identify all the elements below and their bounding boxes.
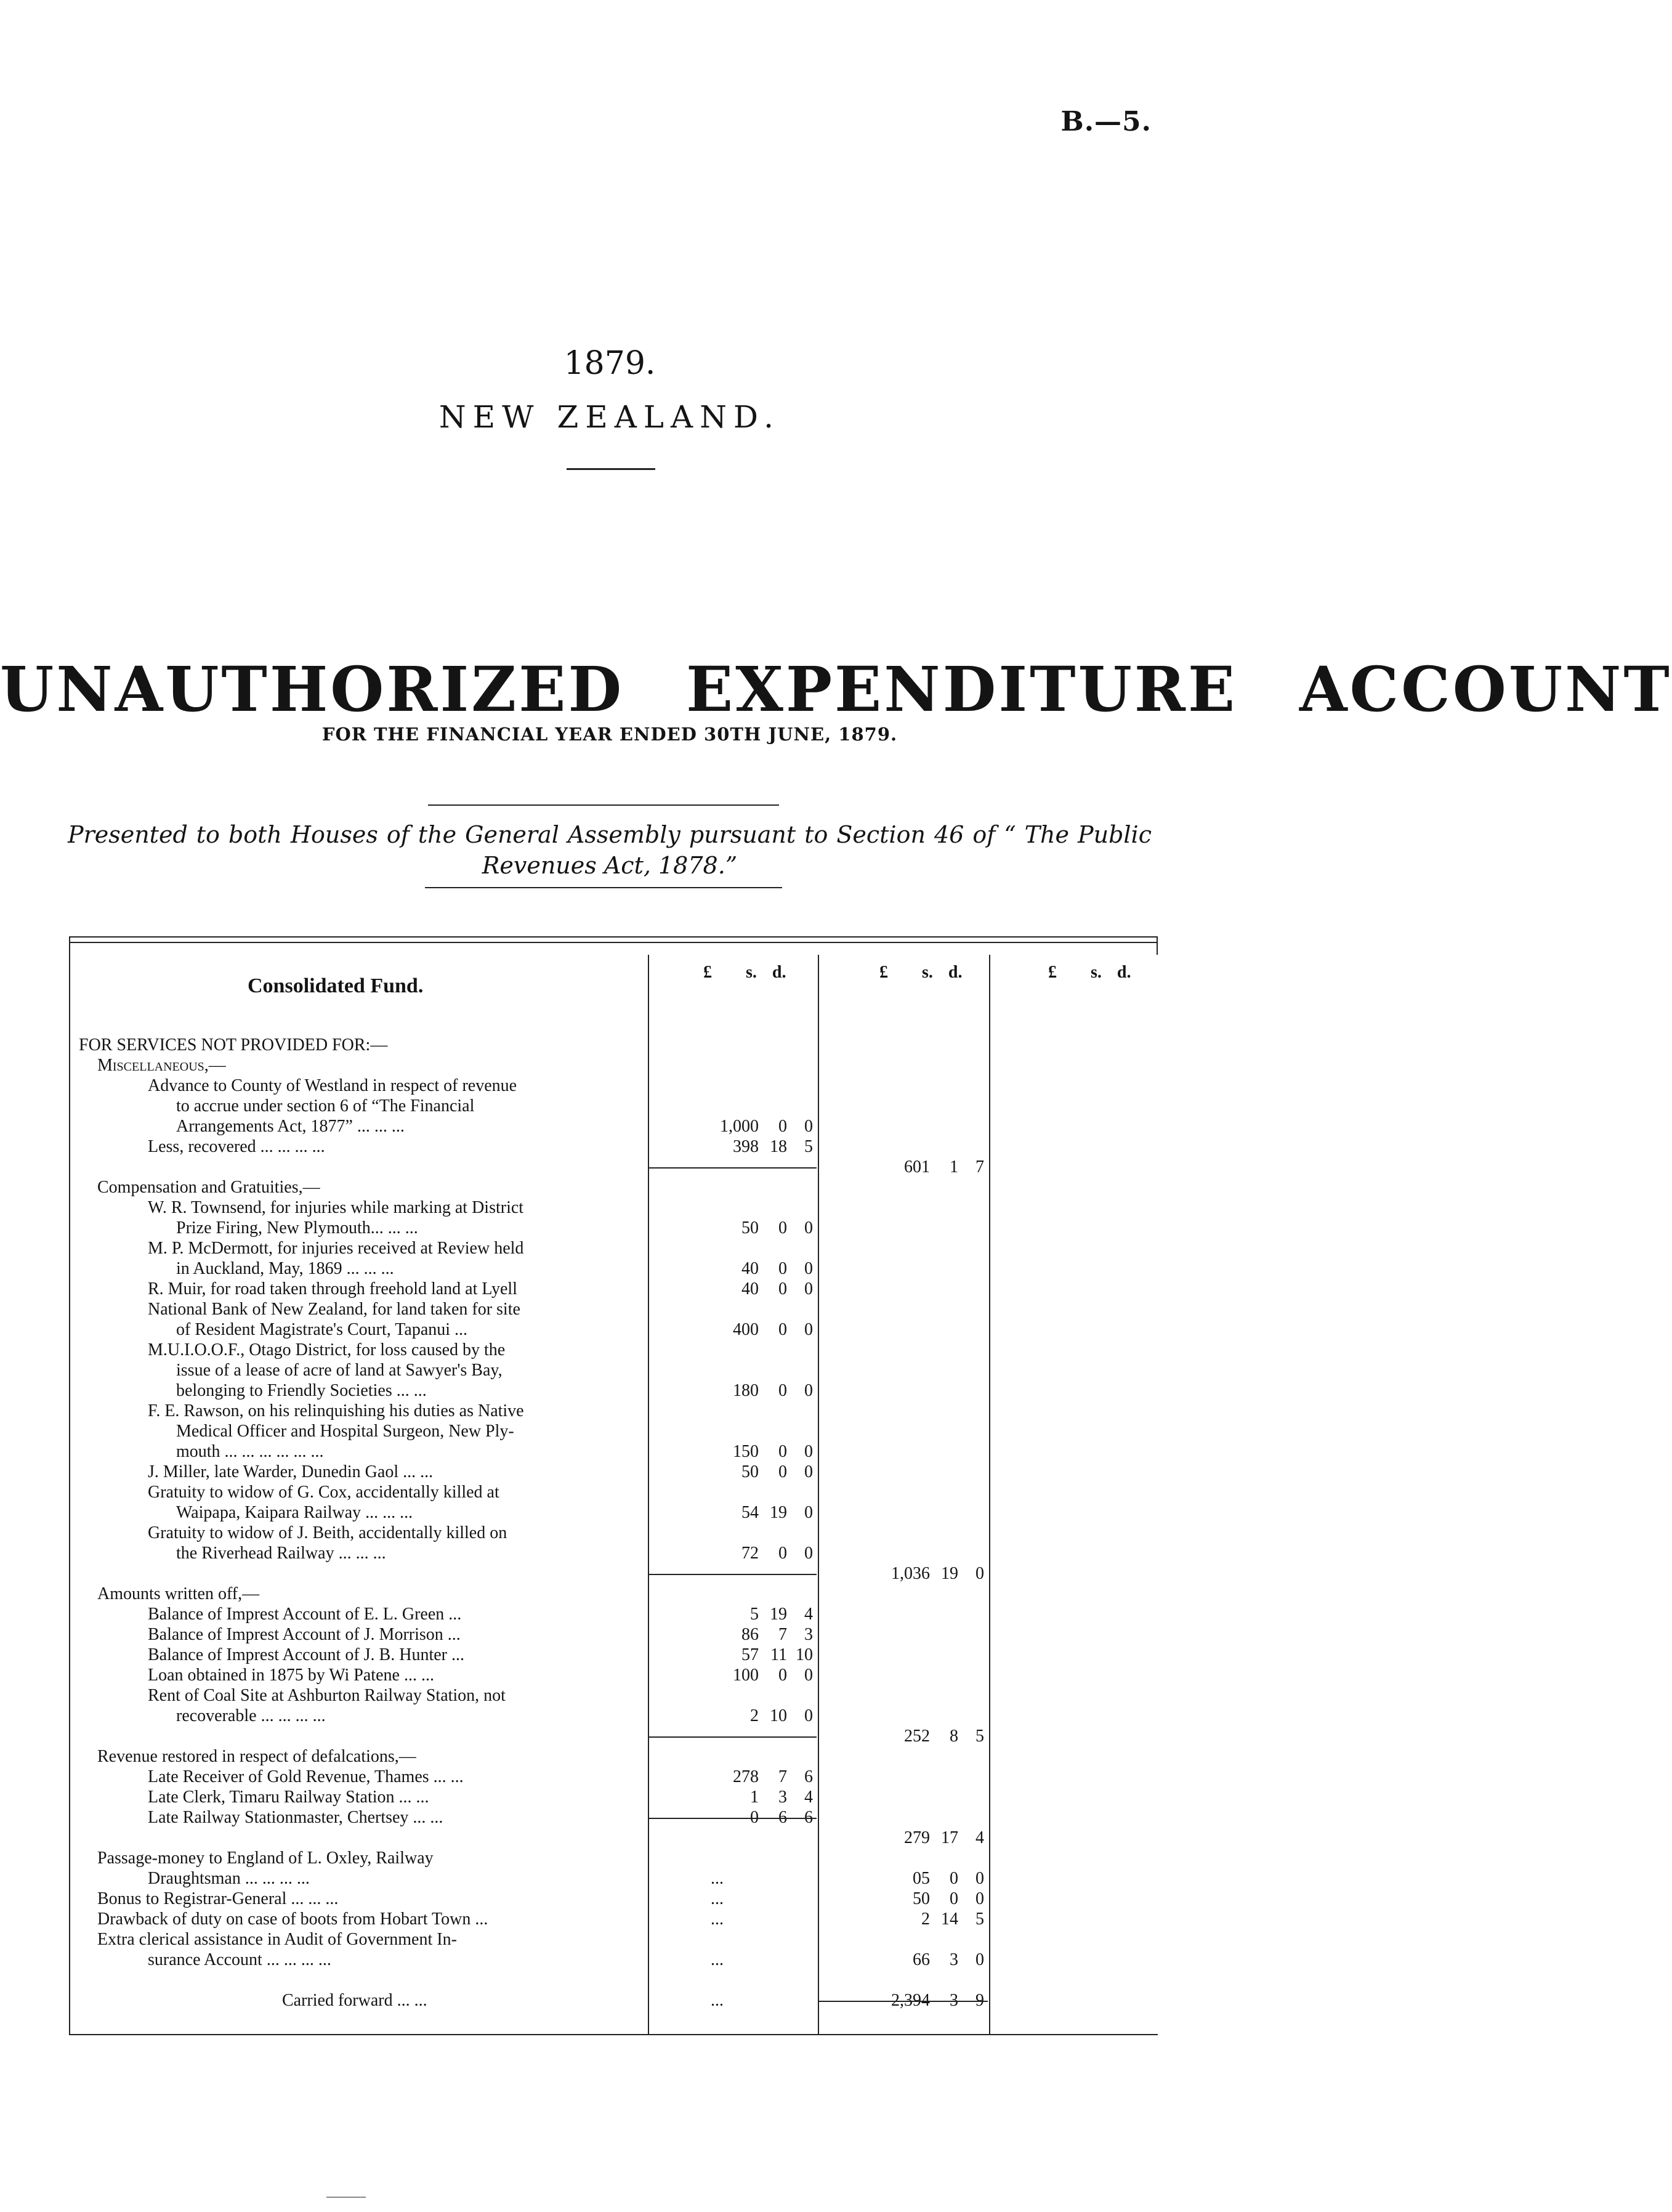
pounds-value: 398 (733, 1137, 759, 1156)
col2_amounts-amount (819, 1889, 988, 1909)
account-line: Extra clerical assistance in Audit of Government In- (97, 1930, 457, 1949)
pounds-value: 2,394 (891, 1991, 930, 2010)
pounds-value: 40 (741, 1279, 759, 1298)
pence-value: 0 (804, 1503, 813, 1522)
pounds-value: 180 (733, 1381, 759, 1400)
pounds-value: 50 (741, 1462, 759, 1481)
subtotal-rule (649, 1736, 817, 1738)
shillings-value: 0 (778, 1462, 787, 1481)
pence-value: 9 (975, 1991, 984, 2010)
presentation-note: Presented to both Houses of the General Assembly pursuant to Section 46 of “ The Public Revenues Act, 1878.” (68, 821, 1152, 879)
table-right-border (1157, 936, 1158, 955)
amount-dots: ... (711, 1950, 724, 1969)
document-title: UNAUTHORIZED EXPENDITURE ACCOUNT (0, 653, 1672, 726)
amount-dots: ... (711, 1910, 724, 1929)
presentation-divider (425, 887, 782, 888)
shillings-value: 11 (770, 1645, 787, 1664)
pounds-value: 2 (750, 1706, 759, 1725)
shillings-value: 8 (950, 1727, 958, 1746)
pounds-value: 50 (913, 1889, 930, 1908)
shillings-value: 1 (950, 1157, 958, 1177)
pounds-value: 1 (750, 1788, 759, 1807)
col2-pence-head: d. (948, 963, 963, 982)
account-line: Late Receiver of Gold Revenue, Thames ... ... (148, 1767, 464, 1786)
pence-value: 0 (804, 1442, 813, 1461)
col3-header (1048, 962, 1131, 982)
col2_amounts-amount (819, 1868, 988, 1889)
amount-dots: ... (711, 1991, 724, 2010)
shillings-value: 6 (778, 1808, 787, 1827)
pence-value: 0 (975, 1869, 984, 1888)
col1_amounts-amount (649, 1645, 817, 1665)
account-line: Revenue restored in respect of defalcations,— (97, 1747, 416, 1766)
col1_amounts-amount (649, 1136, 817, 1157)
table-top-rule (69, 936, 1158, 938)
pence-value: 3 (804, 1625, 813, 1644)
shillings-value: 14 (941, 1910, 958, 1929)
shillings-value: 0 (950, 1889, 958, 1908)
col1_amounts-amount (649, 1665, 817, 1685)
account-line: surance Account ... ... ... ... (148, 1950, 331, 1969)
account-table (69, 936, 1158, 2038)
pence-value: 5 (975, 1727, 984, 1746)
account-line: Rent of Coal Site at Ashburton Railway Station, not (148, 1686, 506, 1705)
shillings-value: 0 (778, 1666, 787, 1685)
col1_amounts-amount (649, 1950, 817, 1970)
pounds-value: 86 (741, 1625, 759, 1644)
account-line: Gratuity to widow of J. Beith, accidentally killed on (148, 1523, 507, 1542)
col1_amounts-amount (649, 1624, 817, 1645)
pounds-value: 1,000 (720, 1117, 759, 1136)
account-line: R. Muir, for road taken through freehold land at Lyell (148, 1279, 517, 1298)
subtotal-rule (649, 1167, 817, 1169)
page-foot-mark (326, 2197, 366, 2198)
col2-header (879, 962, 962, 982)
shillings-value: 7 (778, 1625, 787, 1644)
pence-value: 10 (796, 1645, 813, 1664)
col3-pound-sign: £ (1048, 963, 1057, 982)
col1_amounts-amount (649, 1258, 817, 1279)
account-line: Prize Firing, New Plymouth... ... ... (176, 1218, 418, 1238)
pence-value: 0 (975, 1889, 984, 1908)
col1-pence-head: d. (772, 963, 786, 982)
shillings-value: 19 (770, 1503, 787, 1522)
account-line: belonging to Friendly Societies ... ... (176, 1381, 427, 1400)
blank-line (79, 1157, 1168, 1177)
shillings-value: 18 (770, 1137, 787, 1156)
shillings-value: 0 (778, 1381, 787, 1400)
pounds-value: 100 (733, 1666, 759, 1685)
shillings-value: 3 (950, 1991, 958, 2010)
pounds-value: 601 (904, 1157, 930, 1177)
col2_amounts-amount (819, 1157, 988, 1177)
col1-pound-sign: £ (703, 963, 712, 982)
pounds-value: 278 (733, 1767, 759, 1786)
pounds-value: 1,036 (891, 1564, 930, 1583)
shillings-value: 0 (778, 1442, 787, 1461)
shillings-value: 0 (778, 1117, 787, 1136)
pounds-value: 5 (750, 1605, 759, 1624)
account-line: to accrue under section 6 of “The Financial (176, 1096, 475, 1116)
shillings-value: 0 (778, 1218, 787, 1238)
shillings-value: 0 (778, 1320, 787, 1339)
account-line: Amounts written off,— (97, 1584, 260, 1603)
account-line: mouth ... ... ... ... ... ... (176, 1442, 324, 1461)
account-line: Waipapa, Kaipara Railway ... ... ... (176, 1503, 413, 1522)
account-line: Loan obtained in 1875 by Wi Patene ... ... (148, 1666, 434, 1685)
shillings-value: 19 (941, 1564, 958, 1583)
col3-shillings-head: s. (1091, 963, 1102, 982)
shillings-value: 17 (941, 1828, 958, 1847)
table-header-rule (69, 942, 1158, 943)
blank-line (79, 1970, 1168, 1990)
col2_amounts-amount (819, 1828, 988, 1848)
col3-pence-head: d. (1117, 963, 1131, 982)
amount-dots: ... (711, 1889, 724, 1908)
col1_amounts-amount (649, 1767, 817, 1787)
account-line: in Auckland, May, 1869 ... ... ... (176, 1259, 394, 1278)
account-line: J. Miller, late Warder, Dunedin Gaol ... ... (148, 1462, 434, 1481)
pence-value: 6 (804, 1808, 813, 1827)
account-line: Medical Officer and Hospital Surgeon, New Ply- (176, 1422, 514, 1441)
account-line: Miscellaneous,— (97, 1056, 226, 1075)
shillings-value: 0 (778, 1279, 787, 1298)
shillings-value: 0 (778, 1544, 787, 1563)
shillings-value: 3 (778, 1788, 787, 1807)
fund-title: Consolidated Fund. (248, 974, 424, 997)
pence-value: 5 (975, 1910, 984, 1929)
pounds-value: 66 (913, 1950, 930, 1969)
account-line: Draughtsman ... ... ... ... (148, 1869, 310, 1888)
account-line: Balance of Imprest Account of J. B. Hunter ... (148, 1645, 464, 1664)
account-line: recoverable ... ... ... ... (176, 1706, 326, 1725)
shillings-value: 3 (950, 1950, 958, 1969)
pounds-value: 252 (904, 1727, 930, 1746)
pence-value: 4 (804, 1788, 813, 1807)
pounds-value: 400 (733, 1320, 759, 1339)
pounds-value: 50 (741, 1218, 759, 1238)
pounds-value: 05 (913, 1869, 930, 1888)
pounds-value: 0 (750, 1808, 759, 1827)
total-rule (819, 2001, 988, 2002)
col2_amounts-amount (819, 1726, 988, 1746)
amount-dots: ... (711, 1869, 724, 1888)
account-line: Balance of Imprest Account of J. Morrison ... (148, 1625, 461, 1644)
col1_amounts-amount (649, 1787, 817, 1807)
col1_amounts-amount (649, 1279, 817, 1299)
account-line: F. E. Rawson, on his relinquishing his duties as Native (148, 1401, 524, 1420)
col1_amounts-amount (649, 1319, 817, 1340)
col1_amounts-amount (649, 1116, 817, 1136)
pence-value: 0 (975, 1950, 984, 1969)
document-subtitle: FOR THE FINANCIAL YEAR ENDED 30TH JUNE, 1879. (321, 724, 898, 745)
pence-value: 0 (804, 1381, 813, 1400)
pounds-value: 54 (741, 1503, 759, 1522)
account-line: Carried forward ... ... (282, 1991, 427, 2010)
account-line: W. R. Townsend, for injuries while marking at District (148, 1198, 524, 1217)
col1-shillings-head: s. (746, 963, 757, 982)
col1_amounts-amount (649, 1909, 817, 1929)
pounds-value: 57 (741, 1645, 759, 1664)
pence-value: 0 (804, 1462, 813, 1481)
shillings-value: 19 (770, 1605, 787, 1624)
pounds-value: 72 (741, 1544, 759, 1563)
account-line: M.U.I.O.O.F., Otago District, for loss caused by the (148, 1340, 506, 1359)
pence-value: 0 (975, 1564, 984, 1583)
col1_amounts-amount (649, 1502, 817, 1523)
col1_amounts-amount (649, 1380, 817, 1401)
account-line: of Resident Magistrate's Court, Tapanui ... (176, 1320, 468, 1339)
pence-value: 0 (804, 1666, 813, 1685)
col1_amounts-amount (649, 1990, 817, 2011)
col2_amounts-amount (819, 1563, 988, 1584)
col1-header (703, 962, 786, 982)
account-line: Late Clerk, Timaru Railway Station ... ... (148, 1788, 429, 1807)
pounds-value: 150 (733, 1442, 759, 1461)
account-line: issue of a lease of acre of land at Sawyer's Bay, (176, 1361, 503, 1380)
account-line: Late Railway Stationmaster, Chertsey ... ... (148, 1808, 443, 1827)
page-identifier: B.—5. (1060, 106, 1152, 137)
shillings-value: 0 (950, 1869, 958, 1888)
country-heading: NEW ZEALAND. (438, 399, 781, 435)
account-line: Compensation and Gratuities,— (97, 1178, 320, 1197)
blank-line (79, 1726, 1168, 1746)
col2-pound-sign: £ (879, 963, 888, 982)
pounds-value: 279 (904, 1828, 930, 1847)
col1_amounts-amount (649, 1543, 817, 1563)
account-line: Arrangements Act, 1877” ... ... ... (176, 1117, 405, 1136)
col1_amounts-amount (649, 1441, 817, 1462)
account-line: Passage-money to England of L. Oxley, Railway (97, 1849, 434, 1868)
pence-value: 5 (804, 1137, 813, 1156)
subtotal-rule (649, 1818, 817, 1819)
table-left-border (69, 936, 70, 2035)
account-line: Balance of Imprest Account of E. L. Green ... (148, 1605, 462, 1624)
pence-value: 0 (804, 1259, 813, 1278)
pence-value: 0 (804, 1544, 813, 1563)
blank-line (79, 1563, 1168, 1584)
shillings-value: 7 (778, 1767, 787, 1786)
pounds-value: 40 (741, 1259, 759, 1278)
account-line: Bonus to Registrar-General ... ... ... (97, 1889, 339, 1908)
col2_amounts-amount (819, 1950, 988, 1970)
title-divider (567, 468, 655, 470)
subtotal-rule (649, 1574, 817, 1575)
col2_amounts-amount (819, 1909, 988, 1929)
pounds-value: 2 (921, 1910, 930, 1929)
account-line: M. P. McDermott, for injuries received at Review held (148, 1239, 524, 1258)
account-line: the Riverhead Railway ... ... ... (176, 1544, 386, 1563)
table-bottom-rule (69, 2034, 1158, 2035)
pence-value: 0 (804, 1279, 813, 1298)
account-line: National Bank of New Zealand, for land taken for site (148, 1300, 520, 1319)
col1_amounts-amount (649, 1706, 817, 1726)
col2-shillings-head: s. (922, 963, 933, 982)
pence-value: 0 (804, 1218, 813, 1238)
col1_amounts-amount (649, 1218, 817, 1238)
pence-value: 7 (975, 1157, 984, 1177)
shillings-value: 0 (778, 1259, 787, 1278)
pence-value: 0 (804, 1706, 813, 1725)
col1_amounts-amount (649, 1604, 817, 1624)
subtitle-divider (428, 804, 779, 806)
account-line: Advance to County of Westland in respect of revenue (148, 1076, 517, 1095)
blank-line (79, 1828, 1168, 1848)
shillings-value: 10 (770, 1706, 787, 1725)
account-line: Gratuity to widow of G. Cox, accidentally killed at (148, 1483, 499, 1502)
pence-value: 0 (804, 1117, 813, 1136)
account-line: Less, recovered ... ... ... ... (148, 1137, 325, 1156)
pence-value: 4 (975, 1828, 984, 1847)
pence-value: 6 (804, 1767, 813, 1786)
col1_amounts-amount (649, 1462, 817, 1482)
document-year: 1879. (563, 345, 656, 382)
pence-value: 0 (804, 1320, 813, 1339)
col1_amounts-amount (649, 1868, 817, 1889)
pence-value: 4 (804, 1605, 813, 1624)
account-line: FOR SERVICES NOT PROVIDED FOR:— (79, 1035, 388, 1055)
account-line: Drawback of duty on case of boots from Hobart Town ... (97, 1910, 488, 1929)
col1_amounts-amount (649, 1889, 817, 1909)
